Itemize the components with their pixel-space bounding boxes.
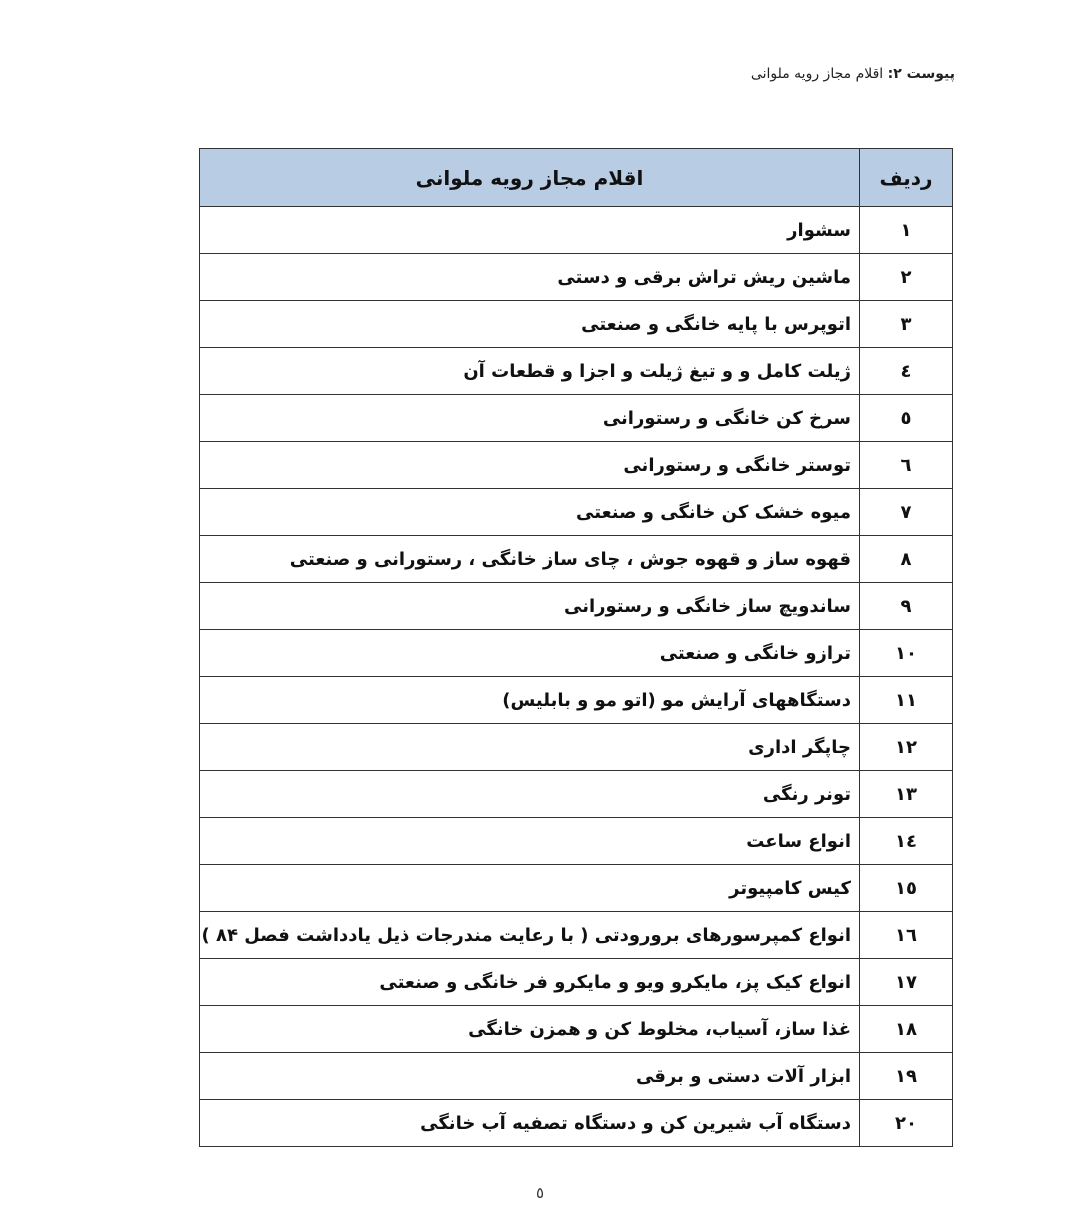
table-row [200, 630, 953, 677]
row-number: ۱۸ [860, 1006, 953, 1053]
item-name: ژیلت کامل و و تیغ ژیلت و اجزا و قطعات آن [200, 348, 860, 395]
item-name: اتوپرس با پایه خانگی و صنعتی [200, 301, 860, 348]
table-body [200, 207, 953, 1147]
row-number: ٦ [860, 442, 953, 489]
appendix-title: اقلام مجاز رویه ملوانی [750, 66, 884, 82]
row-number: ۱٤ [860, 818, 953, 865]
row-number-header: ردیف [860, 149, 953, 207]
item-name: چاپگر اداری [200, 724, 860, 771]
row-number: ٤ [860, 348, 953, 395]
item-name: ساندویچ ساز خانگی و رستورانی [200, 583, 860, 630]
item-name: ترازو خانگی و صنعتی [200, 630, 860, 677]
table-row [200, 207, 953, 254]
row-number: ۱٦ [860, 912, 953, 959]
item-name: تونر رنگی [200, 771, 860, 818]
item-name: سشوار [200, 207, 860, 254]
table-row [200, 865, 953, 912]
table-row [200, 771, 953, 818]
row-number: ۹ [860, 583, 953, 630]
item-name: قهوه ساز و قهوه جوش ، چای ساز خانگی ، رستورانی و صنعتی [200, 536, 860, 583]
page-number: ٥ [535, 1184, 545, 1202]
row-number: ۱۲ [860, 724, 953, 771]
row-number: ۱۷ [860, 959, 953, 1006]
table-row [200, 1006, 953, 1053]
row-number: ۱۱ [860, 677, 953, 724]
row-number: ۲۰ [860, 1100, 953, 1147]
item-name: انواع کمپرسورهای برورودتی ( با رعایت مندرجات ذیل یادداشت فصل ۸۴ ) [200, 912, 860, 959]
table-row [200, 536, 953, 583]
table-row [200, 301, 953, 348]
item-name: توستر خانگی و رستورانی [200, 442, 860, 489]
row-number: ۱۳ [860, 771, 953, 818]
table-row [200, 724, 953, 771]
appendix-label: پیوست ۲: [887, 66, 955, 82]
item-name: کیس کامپیوتر [200, 865, 860, 912]
allowed-items-table [199, 148, 953, 1147]
items-header: اقلام مجاز رویه ملوانی [200, 149, 860, 207]
row-number: ۱٥ [860, 865, 953, 912]
row-number: ۸ [860, 536, 953, 583]
table-row [200, 254, 953, 301]
table-row [200, 348, 953, 395]
row-number: ٥ [860, 395, 953, 442]
table-row [200, 583, 953, 630]
item-name: ابزار آلات دستی و برقی [200, 1053, 860, 1100]
row-number: ۱۹ [860, 1053, 953, 1100]
table-row [200, 1053, 953, 1100]
item-name: دستگاههای آرایش مو (اتو مو و بابلیس) [200, 677, 860, 724]
row-number: ۳ [860, 301, 953, 348]
table-row [200, 395, 953, 442]
table-row [200, 1100, 953, 1147]
table-header-row [200, 149, 953, 207]
table-row [200, 912, 953, 959]
row-number: ۲ [860, 254, 953, 301]
table-row [200, 442, 953, 489]
item-name: غذا ساز، آسیاب، مخلوط کن و همزن خانگی [200, 1006, 860, 1053]
row-number: ۷ [860, 489, 953, 536]
table-row [200, 818, 953, 865]
row-number: ۱۰ [860, 630, 953, 677]
item-name: انواع کیک پز، مایکرو ویو و مایکرو فر خانگی و صنعتی [200, 959, 860, 1006]
item-name: ماشین ریش تراش برقی و دستی [200, 254, 860, 301]
table-row [200, 677, 953, 724]
appendix-heading [751, 66, 955, 82]
item-name: دستگاه آب شیرین کن و دستگاه تصفیه آب خانگی [200, 1100, 860, 1147]
item-name: سرخ کن خانگی و رستورانی [200, 395, 860, 442]
table-row [200, 489, 953, 536]
item-name: انواع ساعت [200, 818, 860, 865]
table-row [200, 959, 953, 1006]
row-number: ۱ [860, 207, 953, 254]
item-name: میوه خشک کن خانگی و صنعتی [200, 489, 860, 536]
